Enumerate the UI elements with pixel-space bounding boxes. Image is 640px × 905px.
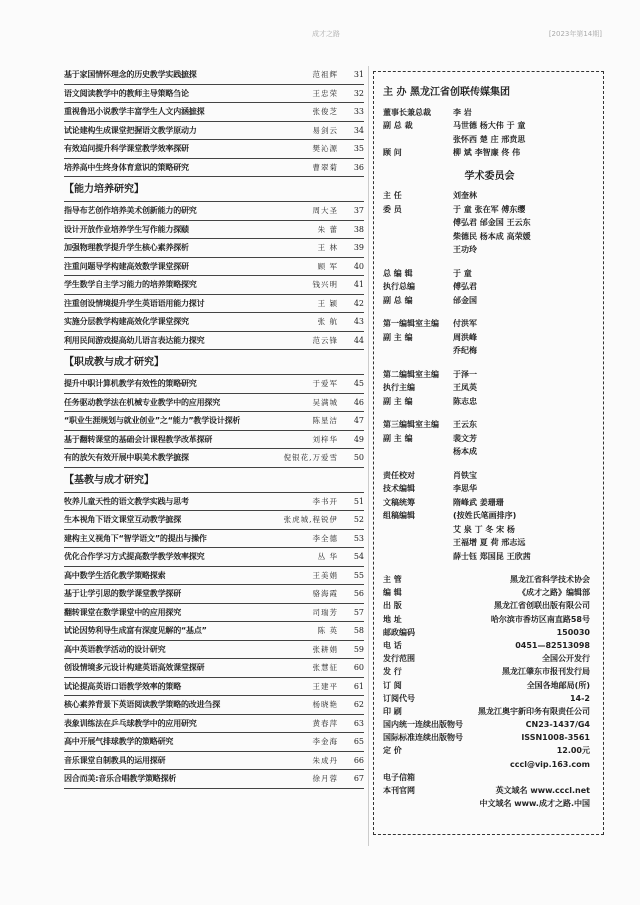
toc-entry-page: 56	[353, 589, 364, 598]
toc-entry-title: 创设情境多元设计构建英语高效课堂探研	[64, 663, 205, 672]
toc-entry-author: 李全德	[312, 533, 338, 543]
toc-entry-title: 生本视角下语文课堂互动教学摭探	[64, 515, 181, 524]
pub-value: CN23-1437/G4	[525, 720, 590, 730]
toc-entry-page: 44	[353, 335, 364, 345]
board-role: 董事长兼总裁	[383, 107, 431, 117]
toc-entry-title: 音乐课堂自制教具的运用探研	[64, 755, 166, 765]
toc-entry-page: 31	[353, 70, 364, 79]
committee-title: 学术委员会	[464, 170, 515, 182]
toc-entry-title: 加强物理教学提升学生核心素养探析	[64, 243, 189, 252]
toc-entry-title: 牧养儿童天性的语文教学实践与思考	[64, 496, 189, 506]
toc-entry-page: 37	[353, 206, 364, 215]
toc-entry-page: 59	[353, 644, 364, 654]
pub-value: 英文域名 www.cccl.net	[495, 786, 590, 795]
toc-entry[interactable]	[64, 313, 364, 332]
dept2-line	[383, 395, 596, 409]
staff-line	[383, 509, 596, 523]
toc-entry-author: 吴满城	[312, 397, 338, 407]
pub-line	[383, 744, 596, 757]
toc-entry[interactable]	[64, 258, 364, 277]
pub-value: ISSN1008-3561	[521, 733, 590, 743]
toc-entry-page: 57	[353, 607, 364, 617]
toc-entry[interactable]	[64, 394, 364, 413]
toc-entry[interactable]	[64, 375, 364, 394]
toc-entry-title: 试论因势利导生成富有深度见解的“基点”	[64, 626, 207, 635]
toc-entry-author: 顾 军	[317, 261, 338, 271]
staff-value: 薛士钰 郑国昆 王欣茜	[453, 551, 531, 561]
toc-entry[interactable]	[64, 604, 364, 623]
toc-entry-title: 注重创设情境提升学生英语语用能力探讨	[64, 298, 205, 308]
pub-value: 14-2	[569, 693, 590, 703]
toc-entry-page: 34	[353, 125, 364, 135]
toc-entry[interactable]	[64, 103, 364, 122]
toc-entry-author: 骆海霞	[312, 589, 338, 598]
toc-entry-author: 李书开	[312, 496, 338, 506]
toc-entry-page: 35	[353, 144, 364, 153]
toc-entry-page: 41	[353, 280, 364, 289]
pub-label: 发 行	[383, 667, 402, 677]
toc-entry-title: 高中数学生活化教学策略探索	[64, 570, 166, 580]
board-value: 柳 斌 李智廉 佟 伟	[453, 148, 521, 157]
pub-value: cccl@vip.163.com	[509, 759, 590, 769]
staff-role: 组稿编辑	[383, 511, 415, 520]
toc-entry-title: 利用民间游戏提高幼儿语言表达能力探究	[64, 335, 205, 345]
toc-entry-author: 朱 蕾	[317, 224, 338, 234]
staff-role: 责任校对	[383, 470, 415, 480]
header-issue: [2023年第14期]	[548, 30, 602, 38]
board-value: 李 岩	[453, 107, 472, 117]
pub-line	[383, 797, 596, 810]
staff-value: (按姓氏笔画排序)	[453, 511, 517, 520]
dept3-role: 副 主 编	[383, 433, 413, 443]
committee-role: 委 员	[383, 204, 402, 214]
pub-label: 出 版	[383, 601, 402, 611]
toc-entry[interactable]	[64, 295, 364, 314]
editors-value: 于 童	[453, 268, 472, 278]
staff-line	[383, 496, 596, 510]
dept2-value: 王凤英	[453, 383, 477, 392]
toc-entry-author: 樊沁源	[312, 144, 338, 153]
spacer	[383, 257, 596, 267]
pub-line	[383, 665, 596, 678]
toc-entry-author: 张慧征	[312, 663, 338, 672]
committee-value: 王功玲	[453, 245, 477, 254]
editors-line	[383, 267, 596, 281]
toc-entry[interactable]	[64, 733, 364, 752]
committee-line	[383, 189, 596, 203]
staff-role: 文稿统筹	[383, 497, 415, 507]
toc-entry-author: 司瑞芳	[312, 607, 338, 617]
toc-entry[interactable]	[64, 585, 364, 604]
toc-entry-author: 陈 英	[317, 626, 338, 635]
pub-label: 国内统一连续出版物号	[383, 720, 463, 730]
toc-entry[interactable]	[64, 332, 364, 351]
pub-line	[383, 626, 596, 639]
toc-entry-title: 重视鲁迅小说教学丰富学生人文内涵摭探	[64, 107, 205, 116]
toc-entry-page: 52	[353, 515, 364, 524]
committee-role: 主 任	[383, 191, 402, 200]
toc-entry-title: 注重问题导学构建高效数学课堂探研	[64, 261, 189, 271]
toc-entry-author: 刘梓华	[312, 434, 338, 444]
toc-entry[interactable]	[64, 715, 364, 734]
toc-entry[interactable]	[64, 239, 364, 258]
toc-entry-author: 陈星洁	[312, 416, 338, 425]
toc-entry-page: 36	[353, 162, 364, 172]
dept1-line	[383, 344, 596, 358]
toc-entry-title: 语文阅读教学中的教师主导策略刍论	[64, 88, 189, 98]
committee-value: 柴德民 杨本成 高荣媛	[453, 231, 531, 241]
staff-line	[383, 482, 596, 496]
pub-label: 电 话	[383, 640, 402, 650]
pub-value: 中文域名 www.成才之路.中国	[479, 799, 590, 809]
toc-entry-title: 设计开放作业培养学生写作能力探赜	[64, 224, 189, 234]
committee-line	[383, 216, 596, 230]
toc-entry-page: 61	[353, 681, 364, 691]
toc-entry-title: 基于翻转课堂的基础会计课程教学改革探研	[64, 434, 213, 444]
toc-entry-title: 试论建构生成课堂把握语文教学原动力	[64, 125, 197, 135]
toc-entry[interactable]	[64, 122, 364, 141]
toc-entry-page: 47	[353, 416, 364, 425]
toc-entry-title: 提升中职计算机教学有效性的策略研究	[64, 379, 197, 388]
staff-value: 王福增 夏 荷 邢志远	[453, 538, 526, 547]
dept1-role: 副 主 编	[383, 332, 413, 342]
board-role: 副 总 裁	[383, 121, 413, 130]
toc-entry[interactable]	[64, 412, 364, 431]
editors-line	[383, 280, 596, 294]
committee-line	[383, 203, 596, 217]
toc-entry-title: 表象训练法在乒乓球教学中的应用研究	[64, 718, 197, 728]
section-heading: 【基教与成才研究】	[64, 468, 364, 493]
editors-role: 执行总编	[383, 282, 415, 291]
toc-entry-title: 培养高中生终身体育意识的策略研究	[64, 162, 189, 172]
toc-entry-author: 张 航	[317, 317, 338, 326]
pub-line	[383, 652, 596, 665]
toc-entry-page: 60	[353, 663, 364, 672]
toc-entry-author: 范云锋	[312, 335, 338, 345]
staff-value: 李思华	[453, 484, 477, 493]
staff-value: 隋峰武 姜珊珊	[453, 497, 504, 507]
dept3-line	[383, 418, 596, 432]
staff-value: 肖铁宝	[453, 470, 477, 480]
toc-entry-title: 翻转课堂在数学课堂中的应用探究	[64, 607, 181, 617]
pub-label: 本刊官网	[383, 786, 415, 795]
toc-entry-author: 钱兴明	[312, 280, 338, 289]
committee-value: 傅弘君 邰金国 王云东	[453, 218, 531, 227]
dept3-value: 裴文芳	[453, 433, 477, 443]
header-center: 成才之路	[312, 30, 340, 38]
toc-entry[interactable]	[64, 511, 364, 530]
pub-label: 主 管	[383, 575, 402, 584]
pub-label: 电子信箱	[383, 772, 415, 782]
pub-label: 地 址	[383, 614, 402, 624]
pub-line	[383, 705, 596, 718]
editors-line	[383, 294, 596, 308]
pub-line	[383, 639, 596, 652]
dept2-line	[383, 368, 596, 382]
host-label: 主 办	[383, 87, 407, 98]
dept3-value: 杨本成	[453, 447, 477, 456]
toc-entry-page: 42	[353, 298, 364, 308]
toc-entry[interactable]	[64, 202, 364, 221]
toc-entry-title: 实施分层教学构建高效化学课堂探究	[64, 317, 189, 326]
toc-entry-author: 王 颖	[317, 298, 338, 308]
toc-entry-page: 53	[353, 533, 364, 543]
committee-line	[383, 230, 596, 244]
toc-entry-title: 学生数学自主学习能力的培养策略探究	[64, 280, 197, 289]
toc-entry-author: 李金海	[312, 737, 338, 746]
toc-entry-title: 优化合作学习方式提高数学教学效率探究	[64, 552, 205, 561]
toc-entry-page: 55	[353, 570, 364, 580]
toc-entry-page: 66	[353, 755, 364, 765]
pub-value: 150030	[556, 627, 590, 637]
dept2-role: 执行主编	[383, 383, 415, 392]
committee-value: 刘奎林	[453, 191, 477, 200]
staff-line	[383, 469, 596, 483]
pub-value: 黑龙江肇东市报刊发行局	[502, 667, 590, 677]
dept1-line	[383, 331, 596, 345]
toc-entry[interactable]	[64, 431, 364, 450]
toc-entry-title: 基于让学引思的数学课堂教学探研	[64, 589, 181, 598]
dept1-role: 第一编辑室主编	[383, 319, 439, 328]
dept1-value: 乔纪梅	[453, 346, 477, 355]
host-name: 黑龙江省创联传媒集团	[409, 87, 510, 98]
running-header	[62, 29, 602, 39]
toc-entry-title: 有效追问提升科学课堂教学效率探研	[64, 144, 189, 153]
toc-entry-author: 周大圣	[312, 206, 338, 215]
toc-entry[interactable]	[64, 140, 364, 159]
toc-entry[interactable]	[64, 622, 364, 641]
editors-value: 邰金国	[453, 295, 477, 305]
editors-role: 总 编 辑	[383, 268, 413, 278]
toc-entry[interactable]	[64, 548, 364, 567]
board-line	[383, 119, 596, 133]
committee-line	[383, 243, 596, 257]
toc-entry[interactable]	[64, 159, 364, 178]
toc-entry[interactable]	[64, 66, 364, 85]
spacer	[383, 358, 596, 368]
toc-entry[interactable]	[64, 493, 364, 512]
toc-entry-page: 32	[353, 88, 364, 98]
toc-entry[interactable]	[64, 567, 364, 586]
spacer	[383, 307, 596, 317]
toc-entry-author: 王美娟	[312, 570, 338, 580]
section-heading: 【能力培养研究】	[64, 177, 364, 202]
toc-entry-author: 易剑云	[312, 125, 338, 135]
dept3-role: 第三编辑室主编	[383, 420, 439, 429]
pub-line	[383, 731, 596, 744]
toc-entry[interactable]	[64, 530, 364, 549]
pub-value: 《成才之路》编辑部	[518, 588, 590, 598]
toc-entry[interactable]	[64, 696, 364, 715]
toc-entry-author: 黄春萍	[312, 718, 338, 728]
toc-entry-author: 张俊芝	[312, 107, 338, 116]
pub-label: 订阅代号	[383, 693, 415, 703]
pub-label: 编 辑	[383, 588, 402, 598]
pub-label: 国际标准连续出版物号	[383, 733, 463, 743]
toc-entry-title: “职业生涯规划与就业创业”之“能力”教学设计探析	[64, 416, 241, 425]
toc-entry-page: 51	[353, 496, 364, 506]
toc-entry-page: 50	[353, 453, 364, 462]
pub-line	[383, 758, 596, 771]
dept3-line	[383, 432, 596, 446]
toc-entry[interactable]	[64, 770, 364, 789]
editors-role: 副 总 编	[383, 295, 413, 305]
pub-value: 0451—82513098	[515, 640, 590, 650]
dept3-line	[383, 445, 596, 459]
pub-line	[383, 613, 596, 626]
spacer	[383, 459, 596, 469]
pub-value: 全国公开发行	[542, 654, 590, 664]
pub-line	[383, 784, 596, 797]
toc-entry-author: 于爱军	[312, 379, 338, 388]
toc-entry[interactable]	[64, 641, 364, 660]
toc-entry-page: 65	[353, 737, 364, 746]
toc-entry-page: 40	[353, 261, 364, 271]
dept1-line	[383, 317, 596, 331]
pub-line	[383, 573, 596, 586]
pub-line	[383, 679, 596, 692]
toc-entry-title: 高中开展气排球教学的策略研究	[64, 737, 174, 746]
editors-value: 傅弘君	[453, 282, 477, 291]
toc-entry[interactable]	[64, 221, 364, 240]
dept2-value: 陈志忠	[453, 396, 477, 406]
dept1-value: 付洪军	[453, 319, 477, 328]
pub-label: 印 刷	[383, 706, 402, 716]
board-line	[383, 106, 596, 120]
dept3-value: 王云东	[453, 420, 477, 429]
toc-entry-author: 张虎城,程锐伊	[283, 515, 338, 524]
pub-value: 黑龙江省科学技术协会	[510, 575, 590, 584]
committee-value: 于 童 张在军 傅东缨	[453, 204, 526, 214]
spacer	[383, 408, 596, 418]
publication-info	[383, 573, 596, 810]
pub-line	[383, 692, 596, 705]
staff-line	[383, 536, 596, 550]
toc-entry-title: 有的放矢有效开展中职美术教学摭探	[64, 453, 189, 462]
spacer	[383, 563, 596, 573]
toc-entry-page: 54	[353, 552, 364, 561]
toc-entry-page: 43	[353, 317, 364, 326]
pub-label: 发行范围	[383, 654, 415, 664]
toc-entry-page: 38	[353, 224, 364, 234]
section-heading: 【职成教与成才研究】	[64, 350, 364, 375]
toc-entry-author: 倪银花,万爱雪	[283, 453, 338, 462]
pub-value: 黑龙江省创联出版有限公司	[494, 601, 590, 611]
dept2-line	[383, 381, 596, 395]
toc-entry-author: 朱成丹	[312, 755, 338, 765]
toc-entry-author: 张耕娟	[312, 644, 338, 654]
toc-entry-page: 46	[353, 397, 364, 407]
board-line	[383, 133, 596, 147]
toc-entry[interactable]	[64, 85, 364, 104]
toc-entry-author: 范祖辉	[312, 70, 338, 79]
column-divider	[368, 66, 369, 846]
dept2-value: 于泽一	[453, 369, 477, 379]
toc-entry-page: 45	[353, 379, 364, 388]
toc-entry-author: 徐月蓉	[312, 774, 338, 783]
toc-entry[interactable]	[64, 659, 364, 678]
staff-value: 艾 泉 丁 冬 宋 杨	[453, 524, 515, 534]
pub-value: 黑龙江奥宇新印务有限责任公司	[478, 706, 590, 716]
pub-value: 哈尔滨市香坊区南直路58号	[490, 614, 590, 624]
pub-line	[383, 586, 596, 599]
toc-entry[interactable]	[64, 752, 364, 771]
toc-entry-author: 曹翠菊	[312, 162, 338, 172]
pub-value: 全国各地邮局(所)	[526, 680, 590, 690]
toc-entry-title: 试论提高英语口语教学效率的策略	[64, 681, 181, 691]
toc-entry-author: 王忠荣	[312, 88, 338, 98]
toc-entry[interactable]	[64, 276, 364, 295]
toc-entry-page: 33	[353, 107, 364, 116]
dept2-role: 第二编辑室主编	[383, 369, 439, 379]
publisher-heading	[383, 86, 596, 100]
toc-entry-page: 62	[353, 700, 364, 709]
board-value: 马世德 杨大伟 于 童	[453, 121, 526, 130]
toc-entry-author: 杨晓艳	[312, 700, 338, 709]
toc-entry-page: 49	[353, 434, 364, 444]
dept2-role: 副 主 编	[383, 396, 413, 406]
staff-role: 技术编辑	[383, 484, 415, 493]
toc-entry-page: 58	[353, 626, 364, 635]
toc-entry-page: 67	[353, 774, 364, 783]
toc-entry[interactable]	[64, 678, 364, 697]
pub-line	[383, 771, 596, 784]
table-of-contents	[64, 66, 364, 789]
toc-entry-author: 王建平	[312, 681, 338, 691]
toc-entry-author: 丛 华	[317, 552, 338, 561]
pub-label: 定 价	[383, 746, 402, 756]
pub-label: 邮政编码	[383, 627, 415, 637]
toc-entry-title: 基于家国情怀理念的历史教学实践摭探	[64, 70, 197, 79]
staff-line	[383, 523, 596, 537]
masthead-info	[383, 82, 596, 810]
toc-entry-title: 建构主义视角下“智学语文”的提出与操作	[64, 533, 207, 543]
board-role: 顾 问	[383, 148, 402, 157]
toc-entry-page: 63	[353, 718, 364, 728]
toc-entry-title: 因合而美:音乐合唱教学策略探析	[64, 774, 177, 783]
toc-entry-title: 高中英语教学活动的设计研究	[64, 644, 166, 654]
board-value: 张怀西 楚 庄 邢贲思	[453, 134, 526, 144]
pub-line	[383, 599, 596, 612]
staff-line	[383, 550, 596, 564]
toc-entry-page: 39	[353, 243, 364, 252]
toc-entry-title: 指导布艺创作培养美术创新能力的研究	[64, 206, 197, 215]
toc-entry-title: 任务驱动教学法在机械专业教学中的应用探究	[64, 397, 220, 407]
pub-line	[383, 718, 596, 731]
toc-entry-title: 核心素养背景下英语阅读教学策略的改进刍探	[64, 700, 220, 709]
toc-entry-author: 王 林	[317, 243, 338, 252]
pub-label: 订 阅	[383, 680, 402, 690]
toc-entry[interactable]	[64, 449, 364, 468]
dept1-value: 周洪峰	[453, 332, 477, 342]
pub-value: 12.00元	[556, 746, 590, 756]
board-line	[383, 146, 596, 160]
